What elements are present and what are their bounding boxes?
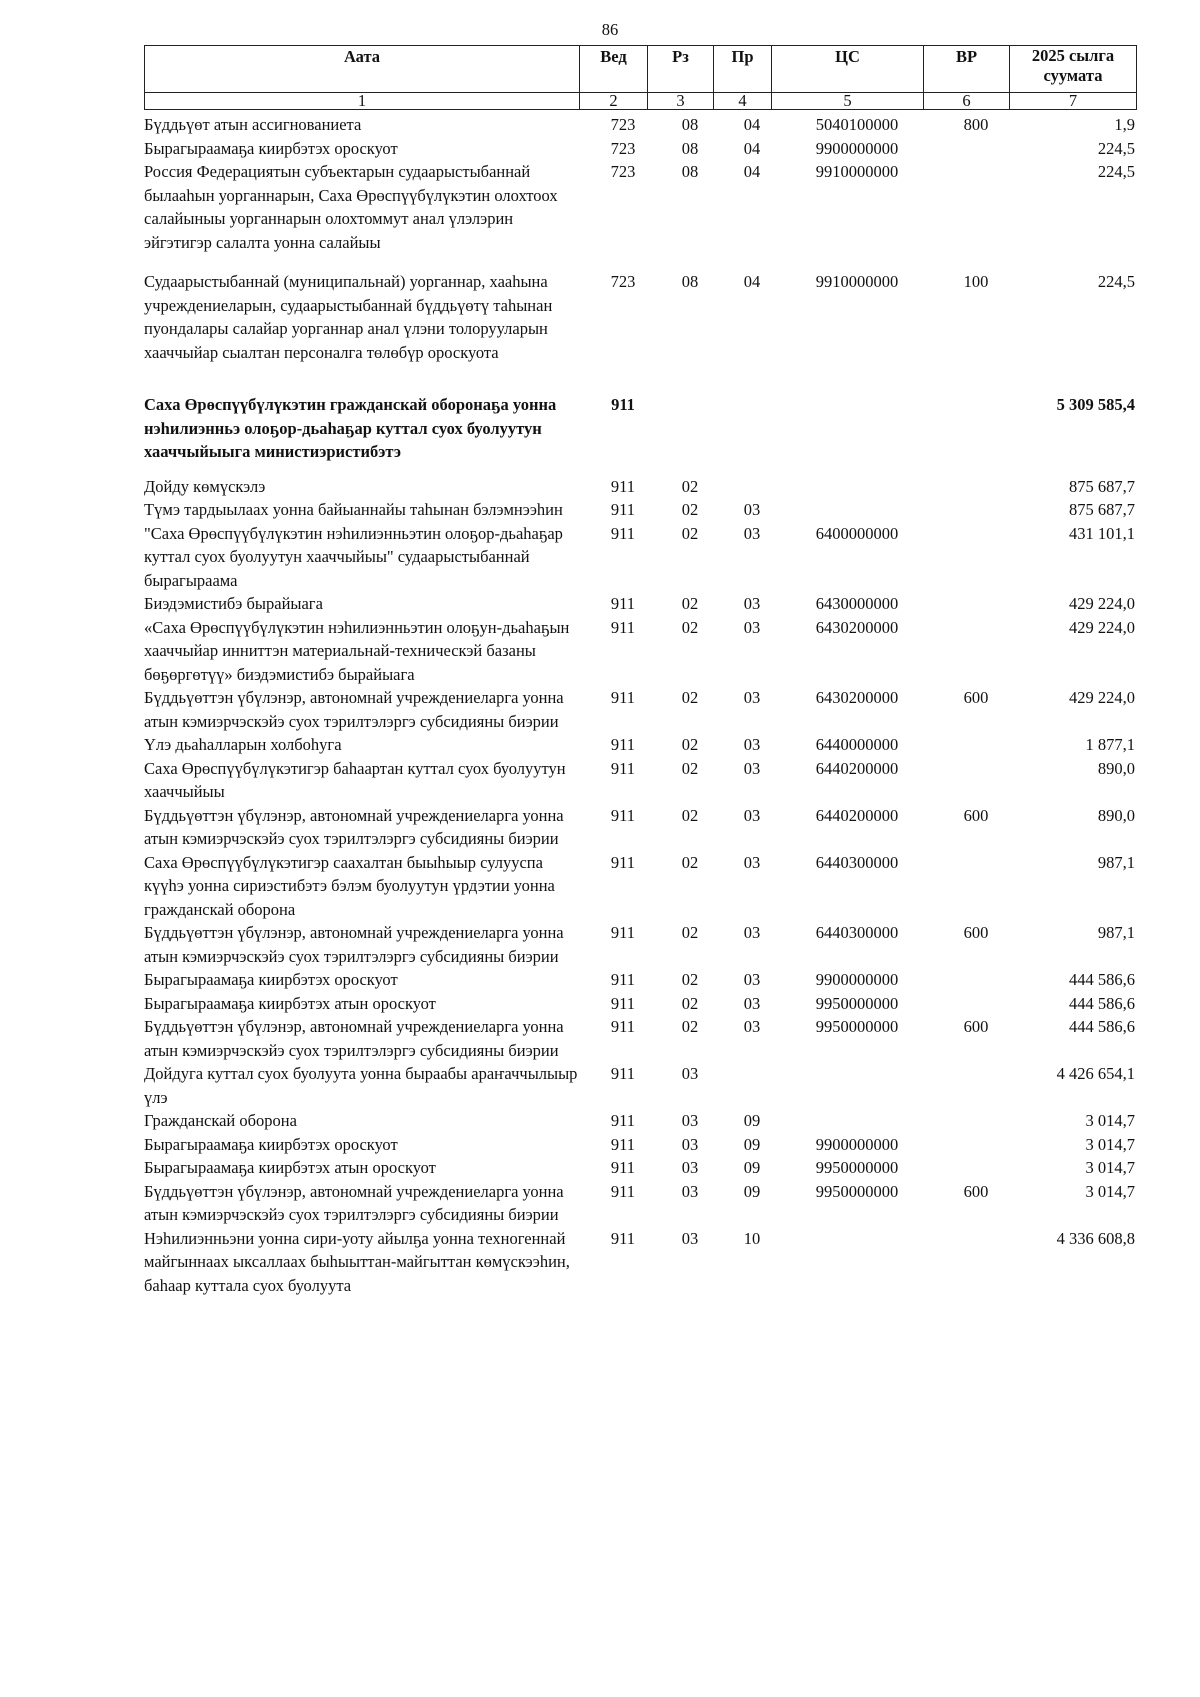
table-row — [144, 804, 1137, 851]
cell-rz: 08 — [681, 138, 699, 158]
cell-ved: 723 — [610, 162, 636, 181]
table-row — [144, 992, 1137, 1016]
cell-vr — [933, 475, 1019, 499]
cell-vr — [933, 1109, 1019, 1133]
table-body — [144, 113, 1137, 1297]
cell-vr: 600 — [963, 923, 989, 942]
cell-name: Бүддьүөттэн үбүлэнэр, автономнай учреждениеларга уонна атын кэмиэрчэскэйэ суох тэрилтэлэргэ субсидияны биэрии — [144, 923, 564, 966]
cell-vr: 600 — [963, 688, 989, 707]
cell-amount: 431 101,1 — [1069, 523, 1135, 543]
cell-amount: 4 426 654,1 — [1056, 1064, 1135, 1083]
cell-vr: 100 — [963, 272, 989, 291]
cell-cs — [781, 393, 933, 464]
header-ved: Вед — [580, 46, 648, 93]
table-row — [144, 592, 1137, 616]
cell-rz: 02 — [681, 852, 699, 872]
cell-amount: 3 014,7 — [1085, 1181, 1135, 1201]
cell-name: Саха Өрөспүүбүлүкэтин гражданскай оборонаҕа уонна нэһилиэнньэ олоҕор-дьаһаҕар куттал суох буолуутун хааччыйыыга министиэристибэтэ — [144, 395, 557, 461]
cell-name: Биэдэмистибэ бырайыага — [144, 594, 323, 613]
cell-ved: 911 — [610, 1111, 636, 1130]
cell-vr — [933, 1227, 1019, 1298]
cell-rz: 02 — [681, 805, 699, 825]
cell-rz: 03 — [681, 1228, 699, 1248]
cell-name: Саха Өрөспүүбүлүкэтигэр баһаартан куттал суох буолуутун хааччыйыы — [144, 758, 566, 801]
colnum: 7 — [1010, 93, 1137, 110]
header-vr: ВР — [924, 46, 1010, 93]
cell-amount: 444 586,6 — [1069, 993, 1135, 1013]
cell-pr: 03 — [743, 970, 761, 989]
cell-cs — [781, 1109, 933, 1133]
header-name: Аата — [145, 46, 580, 93]
cell-vr — [933, 498, 1019, 522]
cell-ved: 911 — [610, 805, 636, 825]
cell-rz: 02 — [681, 923, 699, 942]
cell-pr: 03 — [743, 688, 761, 707]
colnum: 2 — [580, 93, 648, 110]
cell-rz: 02 — [681, 500, 699, 519]
cell-ved: 911 — [610, 1181, 636, 1201]
table-row — [144, 616, 1137, 687]
table-row — [144, 1133, 1137, 1157]
cell-rz: 02 — [681, 617, 699, 637]
cell-rz: 02 — [681, 758, 699, 778]
cell-amount: 1 877,1 — [1085, 735, 1135, 754]
cell-ved: 723 — [610, 138, 636, 158]
cell-rz: 08 — [681, 162, 699, 181]
cell-name: Судаарыстыбаннай (муниципальнай) уорганнар, хааһына учреждениеларын, судаарыстыбаннай бүддьүөтү таһынан пуондалары салайар уорганнар анал үлэни толорууларын хааччыйар сыалтан персоналга төлөбүр ороскуота — [144, 272, 553, 362]
cell-rz: 02 — [681, 523, 699, 543]
table-row — [144, 851, 1137, 922]
cell-ved: 911 — [610, 1017, 636, 1036]
cell-pr: 03 — [743, 805, 761, 825]
cell-pr: 03 — [743, 617, 761, 637]
cell-pr — [723, 475, 781, 499]
table-row — [144, 757, 1137, 804]
header-rz: Рз — [648, 46, 714, 93]
cell-pr: 03 — [743, 852, 761, 872]
cell-rz: 02 — [681, 1017, 699, 1036]
cell-vr: 600 — [963, 805, 989, 825]
cell-ved: 911 — [610, 1064, 636, 1083]
cell-name: Бырагыраамаҕа киирбэтэх атын ороскуот — [144, 1158, 436, 1177]
cell-amount: 890,0 — [1097, 758, 1135, 778]
cell-vr — [933, 757, 1019, 804]
cell-amount: 3 014,7 — [1085, 1134, 1135, 1154]
cell-vr — [933, 522, 1019, 593]
cell-rz: 03 — [681, 1134, 699, 1154]
cell-pr — [723, 393, 781, 464]
cell-vr — [933, 1156, 1019, 1180]
cell-cs: 9910000000 — [815, 162, 899, 181]
cell-pr: 03 — [743, 1017, 761, 1036]
table-row — [144, 137, 1137, 161]
cell-rz: 08 — [681, 115, 699, 134]
table-row — [144, 968, 1137, 992]
cell-cs: 9900000000 — [815, 138, 899, 158]
cell-ved: 911 — [610, 923, 636, 942]
cell-amount: 890,0 — [1097, 805, 1135, 825]
cell-name: Россия Федерациятын субъектарын судаарыстыбаннай былааһын уорганнарын, Саха Өрөспүүбүлүкэтин олохтоох салайыныы уорганнарын олохтоммут анал үлэлэрин эйгэтигэр салалта уонна салайыы — [144, 162, 558, 252]
cell-name: Бырагыраамаҕа киирбэтэх ороскуот — [144, 970, 398, 989]
cell-pr: 09 — [743, 1181, 761, 1201]
cell-amount: 429 224,0 — [1069, 594, 1135, 613]
cell-cs: 6430200000 — [815, 617, 899, 637]
cell-pr: 04 — [743, 162, 761, 181]
cell-cs: 9910000000 — [815, 272, 899, 291]
cell-ved: 723 — [610, 272, 636, 291]
cell-vr — [933, 137, 1019, 161]
cell-name: Нэһилиэнньэни уонна сири-уоту айылҕа уонна техногеннай майгыннаах ыксаллаах быһыыттан-майгыттан көмүскээһин, баһаар куттала суох буолуута — [144, 1228, 570, 1295]
cell-cs: 9900000000 — [815, 970, 899, 989]
cell-ved: 911 — [610, 735, 636, 754]
table-row — [144, 733, 1137, 757]
cell-pr: 03 — [743, 500, 761, 519]
cell-name: Бүддьүөттэн үбүлэнэр, автономнай учреждениеларга уонна атын кэмиэрчэскэйэ суох тэрилтэлэргэ субсидияны биэрии — [144, 688, 564, 731]
cell-cs: 9950000000 — [815, 1017, 899, 1036]
table-row — [144, 1227, 1137, 1298]
cell-cs — [781, 475, 933, 499]
cell-ved: 911 — [610, 852, 636, 872]
cell-amount: 987,1 — [1097, 923, 1135, 942]
cell-name: Бүддьүөттэн үбүлэнэр, автономнай учреждениеларга уонна атын кэмиэрчэскэйэ суох тэрилтэлэргэ субсидияны биэрии — [144, 1181, 564, 1224]
colnum: 5 — [772, 93, 924, 110]
cell-cs: 6430000000 — [815, 594, 899, 613]
cell-ved: 911 — [610, 758, 636, 778]
cell-cs: 6440300000 — [815, 923, 899, 942]
table-row — [144, 1015, 1137, 1062]
cell-amount: 5 309 585,4 — [1056, 395, 1135, 414]
cell-vr — [933, 733, 1019, 757]
table-row — [144, 686, 1137, 733]
colnum: 1 — [145, 93, 580, 110]
table-row — [144, 498, 1137, 522]
cell-ved: 911 — [610, 688, 636, 707]
cell-amount: 3 014,7 — [1085, 1111, 1135, 1130]
colnum: 3 — [648, 93, 714, 110]
cell-pr: 04 — [743, 272, 761, 291]
cell-amount: 429 224,0 — [1069, 617, 1135, 637]
cell-vr — [933, 393, 1019, 464]
cell-cs: 6440000000 — [815, 735, 899, 754]
cell-ved: 911 — [610, 970, 636, 989]
table-row — [144, 1062, 1137, 1109]
cell-pr: 09 — [743, 1134, 761, 1154]
colnum: 6 — [924, 93, 1010, 110]
cell-vr — [933, 592, 1019, 616]
cell-ved: 911 — [611, 395, 635, 414]
cell-pr: 03 — [743, 735, 761, 754]
cell-amount: 1,9 — [1114, 115, 1135, 134]
cell-name: Саха Өрөспүүбүлүкэтигэр саахалтан быыһыыр сулууспа күүһэ уонна сириэстибэтэ бэлэм буолуутун үрдэтии уонна гражданскай оборона — [144, 852, 555, 919]
cell-cs: 9950000000 — [815, 1158, 899, 1177]
cell-cs — [781, 1227, 933, 1298]
cell-amount: 4 336 608,8 — [1056, 1228, 1135, 1248]
cell-ved: 911 — [610, 993, 636, 1013]
cell-vr — [933, 1133, 1019, 1157]
cell-name: Бырагыраамаҕа киирбэтэх ороскуот — [144, 1134, 398, 1154]
cell-rz: 02 — [681, 735, 699, 754]
cell-amount: 444 586,6 — [1069, 970, 1135, 989]
cell-cs: 6400000000 — [815, 523, 899, 543]
table-row — [144, 522, 1137, 593]
colnum: 4 — [714, 93, 772, 110]
cell-cs — [781, 1062, 933, 1109]
cell-amount: 224,5 — [1097, 138, 1135, 158]
table-header — [144, 45, 1137, 110]
header-pr: Пр — [714, 46, 772, 93]
table-row — [144, 921, 1137, 968]
cell-name: Бырагыраамаҕа киирбэтэх ороскуот — [144, 138, 398, 158]
cell-cs: 6430200000 — [815, 688, 899, 707]
cell-rz: 03 — [681, 1111, 699, 1130]
cell-rz: 02 — [681, 594, 699, 613]
cell-ved: 911 — [610, 617, 636, 637]
cell-amount: 429 224,0 — [1069, 688, 1135, 707]
cell-vr — [933, 968, 1019, 992]
cell-vr: 600 — [963, 1017, 989, 1036]
cell-amount: 3 014,7 — [1085, 1158, 1135, 1177]
cell-pr: 03 — [743, 523, 761, 543]
page-number: 86 — [601, 20, 619, 39]
cell-cs: 6440200000 — [815, 758, 899, 778]
cell-pr: 03 — [743, 993, 761, 1013]
cell-pr: 10 — [743, 1228, 761, 1248]
cell-vr — [933, 992, 1019, 1016]
table-row — [144, 160, 1137, 254]
cell-vr — [933, 616, 1019, 687]
table-row — [144, 1109, 1137, 1133]
cell-ved: 911 — [610, 1158, 636, 1177]
cell-ved: 911 — [610, 500, 636, 519]
cell-name: «Саха Өрөспүүбүлүкэтин нэһилиэнньэтин олоҕун-дьаһаҕын хааччыйар инниттэн материальнай-техническэй базаны бөҕөргөтүү» биэдэмистибэ бырайыага — [144, 617, 570, 684]
cell-amount: 875 687,7 — [1069, 500, 1135, 519]
cell-pr: 03 — [743, 758, 761, 778]
cell-pr: 09 — [743, 1158, 761, 1177]
cell-pr: 04 — [743, 115, 761, 134]
cell-name: Бүддьүөттэн үбүлэнэр, автономнай учреждениеларга уонна атын кэмиэрчэскэйэ суох тэрилтэлэргэ субсидияны биэрии — [144, 1017, 564, 1060]
header-cs: ЦС — [772, 46, 924, 93]
cell-name: Түмэ тардыылаах уонна байыаннайы таһынан бэлэмнээһин — [144, 500, 563, 519]
cell-vr — [933, 851, 1019, 922]
cell-pr: 03 — [743, 923, 761, 942]
cell-pr: 03 — [743, 594, 761, 613]
cell-name: Бүддьүөттэн үбүлэнэр, автономнай учреждениеларга уонна атын кэмиэрчэскэйэ суох тэрилтэлэргэ субсидияны биэрии — [144, 805, 564, 848]
cell-name: Гражданскай оборона — [144, 1111, 297, 1130]
cell-name: "Саха Өрөспүүбүлүкэтин нэһилиэнньэтин олоҕор-дьаһаҕар куттал суох буолуутун хааччыйыы" судаарыстыбаннай бырагыраама — [144, 523, 563, 590]
cell-name: Бырагыраамаҕа киирбэтэх атын ороскуот — [144, 993, 436, 1013]
cell-vr: 800 — [963, 115, 989, 134]
table-row — [144, 113, 1137, 137]
cell-rz: 02 — [681, 688, 699, 707]
cell-ved: 911 — [610, 1228, 636, 1248]
cell-ved: 911 — [610, 523, 636, 543]
cell-cs: 6440300000 — [815, 852, 899, 872]
cell-cs: 9950000000 — [815, 993, 899, 1013]
cell-rz: 02 — [681, 476, 699, 496]
table-row — [144, 475, 1137, 499]
cell-cs: 9900000000 — [815, 1134, 899, 1154]
cell-pr: 04 — [743, 138, 761, 158]
cell-ved: 723 — [610, 115, 636, 134]
cell-cs: 6440200000 — [815, 805, 899, 825]
cell-rz: 02 — [681, 993, 699, 1013]
cell-amount: 224,5 — [1097, 162, 1135, 181]
cell-pr — [723, 1062, 781, 1109]
cell-name: Үлэ дьаһалларын холбоһуга — [144, 735, 342, 754]
cell-amount: 444 586,6 — [1069, 1017, 1135, 1036]
cell-ved: 911 — [610, 476, 636, 496]
cell-ved: 911 — [610, 1134, 636, 1154]
table-row — [144, 1156, 1137, 1180]
cell-amount: 987,1 — [1097, 852, 1135, 872]
cell-name: Дойдуга куттал суох буолуута уонна быраабы араҥаччылыыр үлэ — [144, 1064, 578, 1107]
cell-pr: 09 — [743, 1111, 761, 1130]
cell-cs: 9950000000 — [815, 1181, 899, 1201]
cell-rz: 08 — [681, 272, 699, 291]
cell-name: Дойду көмүскэлэ — [144, 476, 266, 496]
cell-cs: 5040100000 — [815, 115, 899, 134]
table-row — [144, 270, 1137, 364]
cell-amount: 875 687,7 — [1069, 476, 1135, 496]
table-row — [144, 1180, 1137, 1227]
cell-vr — [933, 1062, 1019, 1109]
cell-amount: 224,5 — [1097, 272, 1135, 291]
cell-name: Бүддьүөт атын ассигнованиета — [144, 115, 362, 134]
table-row — [144, 393, 1137, 464]
cell-rz: 02 — [681, 970, 699, 989]
cell-vr: 600 — [963, 1181, 989, 1201]
header-amount: 2025 сылга суумата — [1010, 46, 1137, 93]
cell-rz: 03 — [681, 1158, 699, 1177]
cell-rz — [657, 393, 723, 464]
cell-vr — [933, 160, 1019, 254]
cell-ved: 911 — [610, 594, 636, 613]
cell-rz: 03 — [681, 1064, 699, 1083]
cell-rz: 03 — [681, 1181, 699, 1201]
cell-cs — [781, 498, 933, 522]
